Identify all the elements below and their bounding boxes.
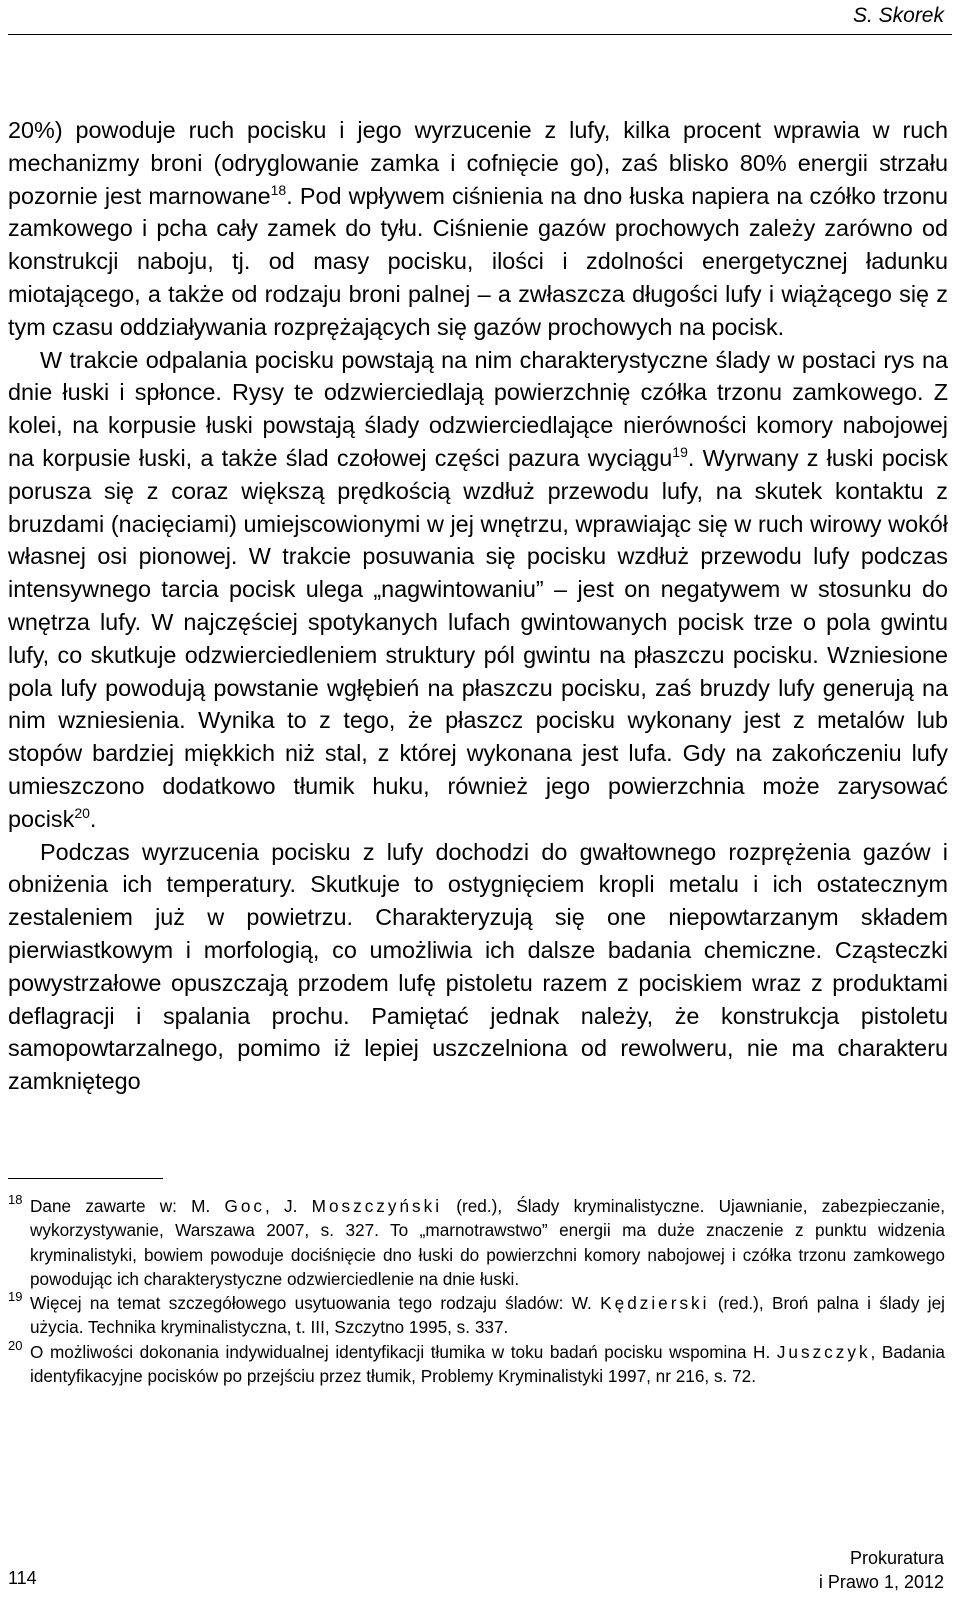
main-text: [8, 114, 948, 1098]
author-name: Kędzierski: [600, 1293, 710, 1314]
footnote-text: , J.: [265, 1196, 312, 1216]
footnote-ref-19[interactable]: 19: [672, 444, 688, 461]
author-name: Goc: [224, 1196, 266, 1216]
footnote-20: [8, 1337, 945, 1389]
paragraph-3: Podczas wyrzucenia pocisku z lufy dochodzi do gwałtownego rozprężenia gazów i obniżenia ich temperatury. Skutkuje to ostygnięciem kropli metalu i ich ostatecznym zestaleniem już w powietrzu. Charakteryzują się one niepowtarzanym składem pierwiastkowym i morfologią, co umożliwia ich dalsze badania chemiczne. Cząsteczki powystrzałowe opuszczają przodem lufę pistoletu razem z pociskiem wraz z produktami deflagracji i spalania prochu. Pamiętać jednak należy, że konstrukcja pistoletu samopowtarzalnego, pomimo iż lepiej uszczelniona od rewolweru, nie ma charakteru zamkniętego: [8, 838, 948, 1095]
footnote-number: 20: [8, 1337, 23, 1353]
paragraph-2-text-b: . Wyrwany z łuski pocisk porusza się z coraz większą prędkością wzdłuż przewodu lufy, na skutek kontaktu z bruzdami (nacięciami) umiejscowionymi w jej wnętrzu, wprawiając się w ruch wirowy wokół własnej osi pionowej. W trakcie posuwania się pocisku wzdłuż przewodu lufy podczas intensywnego tarcia pocisk ulega „nagwintowaniu” – jest on negatywem w stosunku do wnętrza lufy. W najczęściej spotykanych lufach gwintowanych pocisk trze o pola gwintu lufy, co skutkuje odzwierciedleniem struktury pól gwintu na płaszczu pocisku. Wzniesione pola lufy powodują powstanie wgłębień na płaszczu pocisku, zaś bruzdy lufy generują na nim wzniesienia. Wynika to z tego, że płaszcz pocisku wykonany jest z metalów lub stopów bardziej miękkich niż stal, z której wykonana jest lufa. Gdy na zakończeniu lufy umieszczono dodatkowo tłumik huku, również jego powierzchnia może zarysować pocisk: [8, 444, 949, 832]
header-rule: [8, 34, 952, 35]
footnote-19: [8, 1291, 945, 1340]
footnote-text: (red.), Ślady kryminalistyczne. Ujawnianie, zabezpieczanie, wykorzystywanie, Warszawa 2007, s. 327. To „marnotrawstwo” energii ma duże znaczenie z punktu widzenia kryminalistyki, bowiem powoduje dociśnięcie dno łuski do powierzchni komory nabojowej i czółka trzonu zamkowego powodując ich charakterystyczne odzwierciedlenie na dnie łuski.: [30, 1196, 945, 1289]
footnote-number: 18: [8, 1192, 23, 1207]
paragraph-1-text-b: . Pod wpływem ciśnienia na dno łuska napiera na czółko trzonu zamkowego i pcha cały zamek do tyłu. Ciśnienie gazów prochowych zależy zarówno od konstrukcji naboju, tj. od masy pocisku, ilości i zdolności energetycznej ładunku miotającego, a także od rodzaju broni palnej – a zwłaszcza długości lufy i wiążącego się z tym czasu oddziaływania rozprężających się gazów prochowych na pocisk.: [8, 182, 948, 340]
paragraph-2-text-a: W trakcie odpalania pocisku powstają na nim charakterystyczne ślady w postaci rys na dnie łuski i spłonce. Rysy te odzwierciedlają powierzchnię czółka trzonu zamkowego. Z kolei, na korpusie łuski powstają ślady odzwierciedlające nierówności komory nabojowej na korpusie łuski, a także ślad czołowej części pazura wyciągu: [8, 346, 948, 471]
footnote-ref-18[interactable]: 18: [270, 181, 287, 198]
footnote-text: , Badania identyfikacyjne pocisków po przejściu przez tłumik, Problemy Kryminalistyki 1997, nr 216, s. 72.: [30, 1341, 945, 1387]
journal-line-2: i Prawo 1, 2012: [818, 1572, 944, 1592]
footnote-text: O możliwości dokonania indywidualnej identyfikacji tłumika w toku badań pocisku wspomina H.: [30, 1341, 777, 1362]
paragraph-2: [8, 344, 948, 836]
author-name: Juszczyk: [776, 1341, 871, 1362]
author-name: Moszczyński: [311, 1196, 443, 1216]
journal-title: [819, 1546, 944, 1594]
footnote-separator: [8, 1178, 163, 1179]
footnote-text: Dane zawarte w: M.: [30, 1196, 225, 1216]
page-number: 114: [8, 1568, 37, 1588]
footnote-18: [8, 1194, 945, 1291]
paragraph-1: [8, 114, 948, 344]
footnotes: [8, 1194, 945, 1388]
running-head: S. Skorek: [852, 4, 944, 27]
footnote-text: (red.), Broń palna i ślady jej użycia. Technika kryminalistyczna, t. III, Szczytno 1995, s. 337.: [30, 1293, 945, 1338]
footnote-text: Więcej na temat szczegółowego usytuowania tego rodzaju śladów: W.: [30, 1293, 601, 1314]
journal-line-1: Prokuratura: [849, 1548, 944, 1568]
paragraph-1-text-a: 20%) powoduje ruch pocisku i jego wyrzucenie z lufy, kilka procent wprawia w ruch mechanizmy broni (odryglowanie zamka i cofnięcie go), zaś blisko 80% energii strzału pozornie jest marnowane: [8, 117, 948, 209]
footnote-number: 19: [8, 1289, 23, 1305]
footnote-ref-20[interactable]: 20: [74, 804, 90, 821]
paragraph-2-text-c: .: [89, 805, 97, 832]
